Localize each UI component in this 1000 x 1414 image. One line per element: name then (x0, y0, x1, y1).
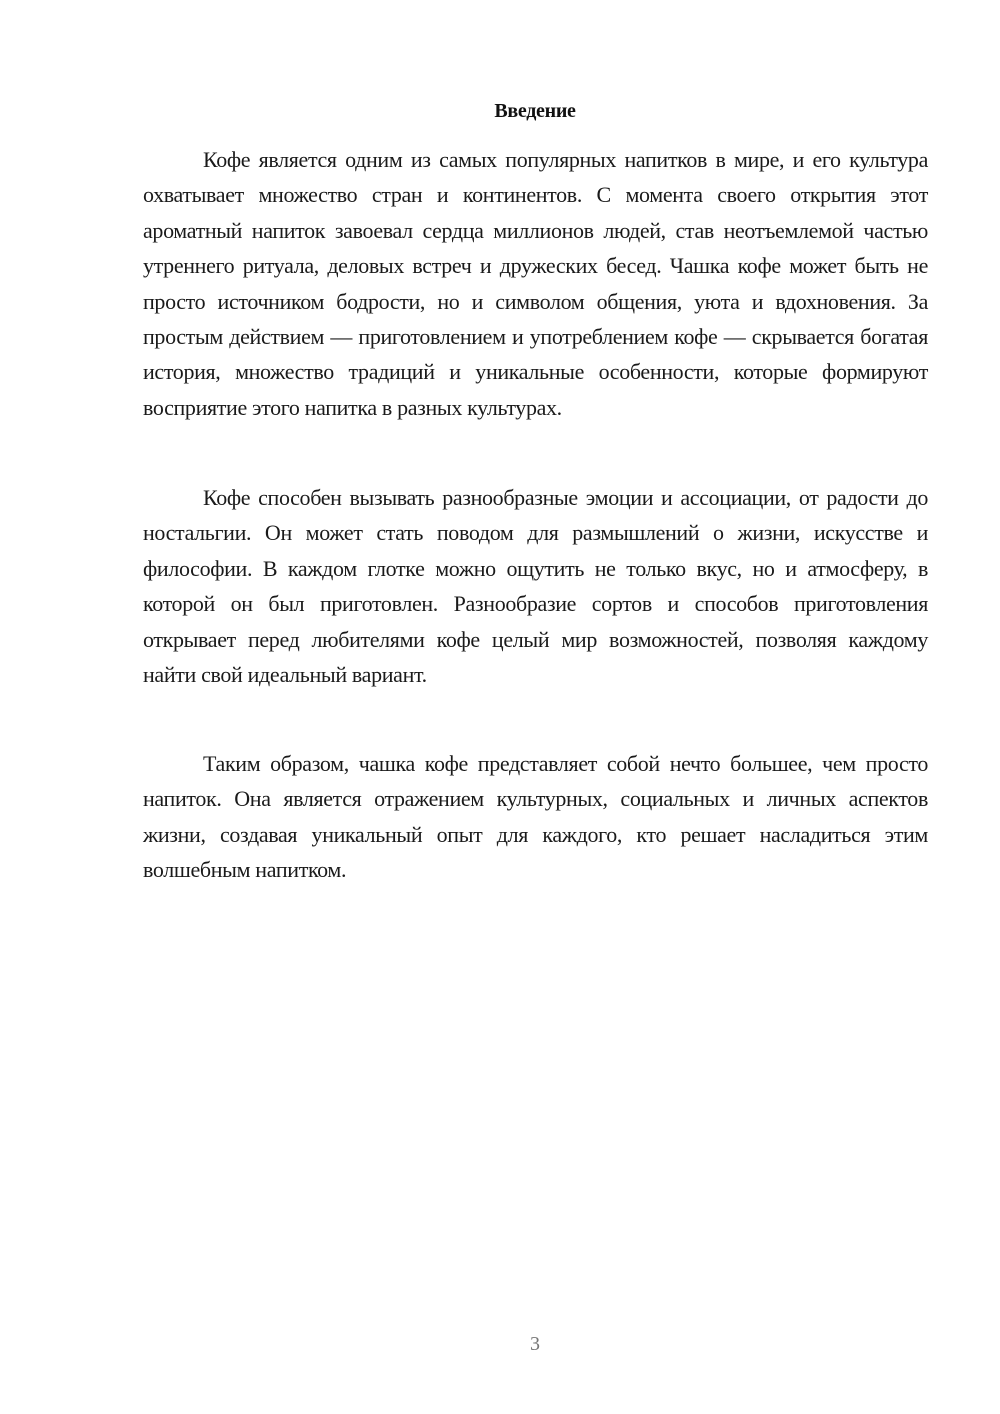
paragraph: Кофе является одним из самых популярных напитков в мире, и его культура охватывает множество стран и континентов. С момента своего открытия этот ароматный напиток завоевал сердца миллионов людей, став неотъемлемой частью утреннего ритуала, деловых встреч и дружеских бесед. Чашка кофе может быть не просто источником бодрости, но и символом общения, уюта и вдохновения. За простым действием — приготовлением и употреблением кофе — скрывается богатая история, множество традиций и уникальные особенности, которые формируют восприятие этого напитка в разных культурах. (143, 147, 928, 420)
paragraph: Кофе способен вызывать разнообразные эмоции и ассоциации, от радости до ностальгии. Он может стать поводом для размышлений о жизни, искусстве и философии. В каждом глотке можно ощутить не только вкус, но и атмосферу, в которой он был приготовлен. Разнообразие сортов и способов приготовления открывает перед любителями кофе целый мир возможностей, позволяя каждому найти свой идеальный вариант. (143, 485, 928, 688)
page-number: 3 (530, 1333, 540, 1355)
paragraph-block-3 (143, 746, 928, 888)
paragraph-block-2 (143, 480, 928, 692)
paragraph-block-1 (143, 142, 928, 425)
section-heading: Введение (494, 100, 576, 122)
paragraph: Таким образом, чашка кофе представляет собой нечто большее, чем просто напиток. Она является отражением культурных, социальных и личных аспектов жизни, создавая уникальный опыт для каждого, кто решает насладиться этим волшебным напитком. (143, 751, 928, 883)
